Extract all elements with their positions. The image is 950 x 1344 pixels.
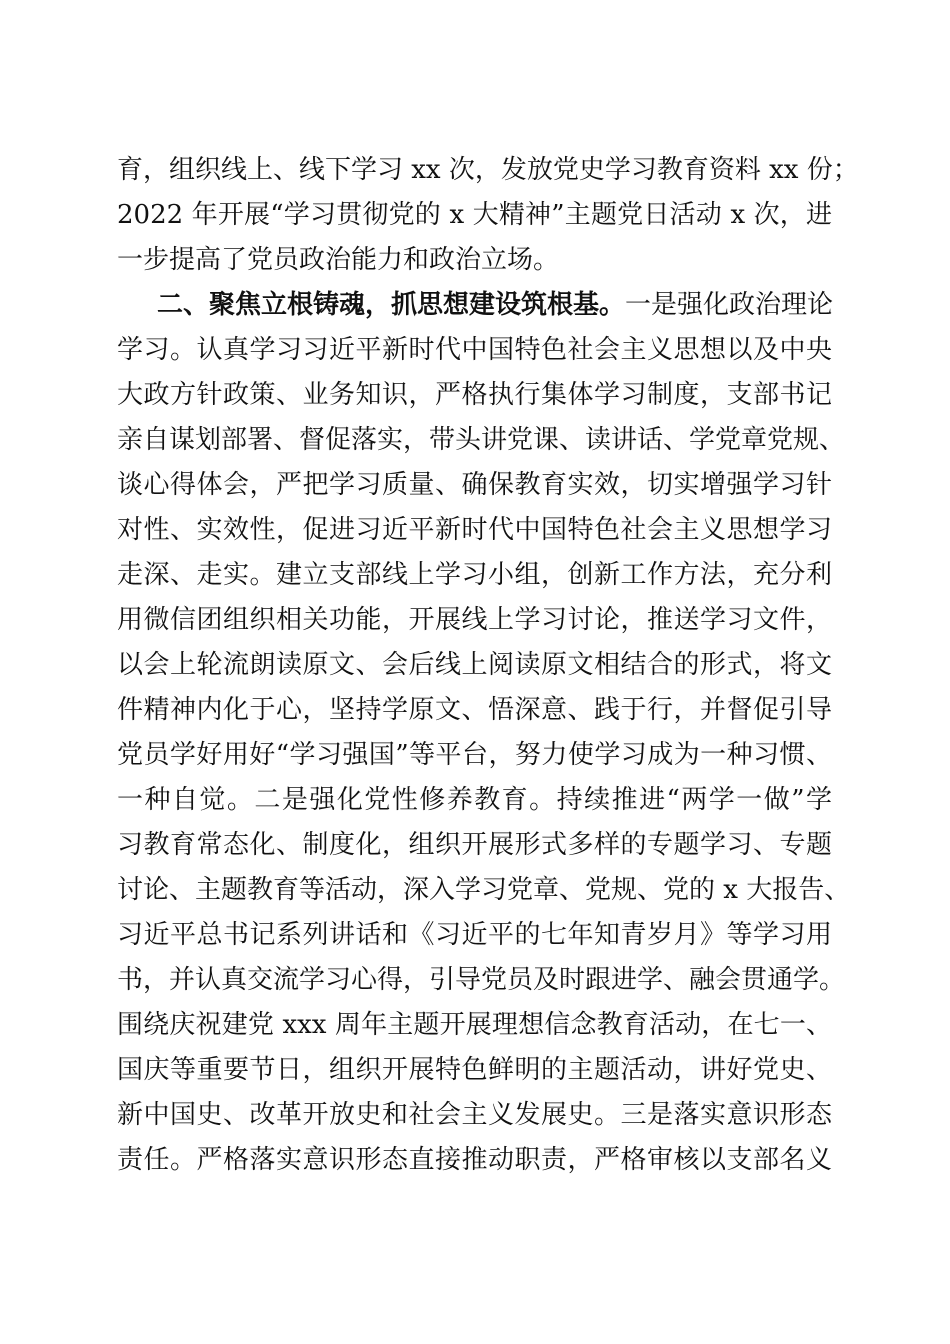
paragraph-line: 件精神内化于心，坚持学原文、悟深意、践于行，并督促引导 <box>117 695 832 725</box>
paragraph-line: 新中国史、改革开放史和社会主义发展史。三是落实意识形态 <box>117 1100 832 1130</box>
paragraph-line: 讨论、主题教育等活动，深入学习党章、党规、党的 x 大报告、 <box>117 875 851 905</box>
paragraph-line: 党员学好用好“学习强国”等平台，努力使学习成为一种习惯、 <box>117 740 832 770</box>
paragraph-line: 习教育常态化、制度化，组织开展形式多样的专题学习、专题 <box>117 830 832 860</box>
paragraph-line: 谈心得体会，严把学习质量、确保教育实效，切实增强学习针 <box>117 470 832 500</box>
paragraph-line: 以会上轮流朗读原文、会后线上阅读原文相结合的形式，将文 <box>117 650 832 680</box>
paragraph-line: 育，组织线上、线下学习 xx 次，发放党史学习教育资料 xx 份； <box>117 155 859 185</box>
paragraph-line: 一种自觉。二是强化党性修养教育。持续推进“两学一做”学 <box>117 785 832 815</box>
section-heading: 二、聚焦立根铸魂，抓思想建设筑根基。 <box>157 290 626 320</box>
paragraph-line: 国庆等重要节日，组织开展特色鲜明的主题活动，讲好党史、 <box>117 1055 832 1085</box>
paragraph-line: 亲自谋划部署、督促落实，带头讲党课、读讲话、学党章党规、 <box>117 425 846 455</box>
paragraph-line: 围绕庆祝建党 xxx 周年主题开展理想信念教育活动，在七一、 <box>117 1010 832 1040</box>
paragraph-line: 学习。认真学习习近平新时代中国特色社会主义思想以及中央 <box>117 335 832 365</box>
paragraph-line: 走深、走实。建立支部线上学习小组，创新工作方法，充分利 <box>117 560 832 590</box>
paragraph-line: 用微信团组织相关功能，开展线上学习讨论，推送学习文件， <box>117 605 832 635</box>
paragraph-line: 对性、实效性，促进习近平新时代中国特色社会主义思想学习 <box>117 515 832 545</box>
section-heading-line <box>157 287 832 323</box>
paragraph-line: 一步提高了党员政治能力和政治立场。 <box>117 245 560 275</box>
paragraph-line: 书，并认真交流学习心得，引导党员及时跟进学、融会贯通学。 <box>117 965 846 995</box>
paragraph-line: 责任。严格落实意识形态直接推动职责，严格审核以支部名义 <box>117 1145 832 1175</box>
paragraph-line: 大政方针政策、业务知识，严格执行集体学习制度，支部书记 <box>117 380 832 410</box>
paragraph-line: 习近平总书记系列讲话和《习近平的七年知青岁月》等学习用 <box>117 920 832 950</box>
paragraph-line: 2022 年开展“学习贯彻党的 x 大精神”主题党日活动 x 次，进 <box>117 200 832 230</box>
section-heading-continuation: 一是强化政治理论 <box>625 290 834 320</box>
